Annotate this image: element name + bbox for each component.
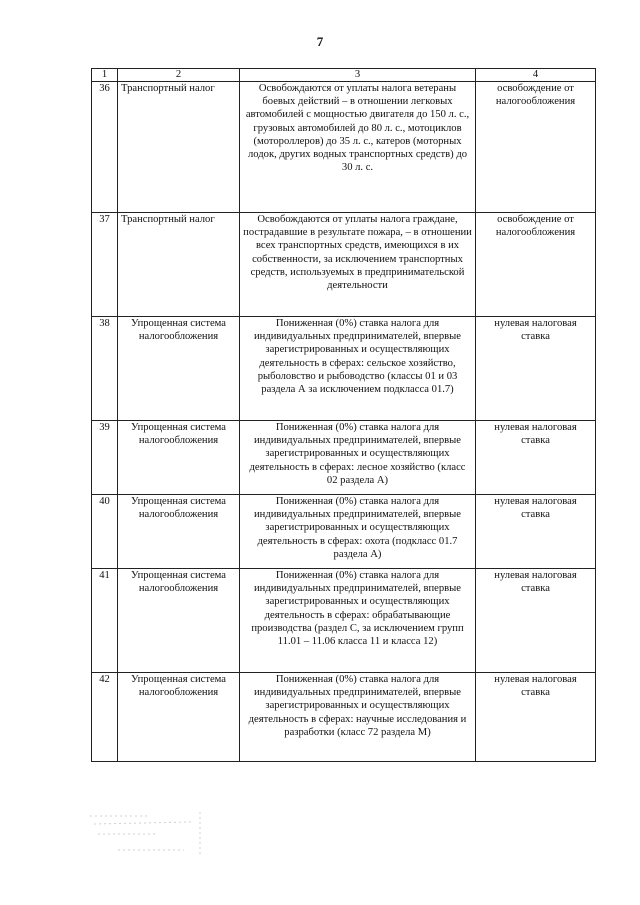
column-header: 3 [240, 69, 476, 82]
tax-name: Упрощенная система налогообложения [118, 495, 240, 569]
benefit-type: освобождение от налогообложения [476, 82, 596, 213]
column-header: 1 [92, 69, 118, 82]
table-row [92, 569, 596, 673]
faint-stamp-mark [88, 808, 206, 858]
row-number: 37 [92, 213, 118, 317]
row-number: 36 [92, 82, 118, 213]
row-number: 42 [92, 673, 118, 762]
tax-name: Транспортный налог [118, 213, 240, 317]
table-row [92, 495, 596, 569]
table-row [92, 673, 596, 762]
benefit-description: Освобождаются от уплаты налога граждане, пострадавшие в результате пожара, – в отношении всех транспортных средств, имеющихся в их собственности, за исключением транспортных средств, используемых в предпринимательской деятельности [240, 213, 476, 317]
row-number: 41 [92, 569, 118, 673]
column-header: 2 [118, 69, 240, 82]
benefit-description: Пониженная (0%) ставка налога для индивидуальных предпринимателей, впервые зарегистрированных и осуществляющих деятельность в сферах: охота (подкласс 01.7 раздела А) [240, 495, 476, 569]
benefit-type: нулевая налоговая ставка [476, 495, 596, 569]
benefit-description: Пониженная (0%) ставка налога для индивидуальных предпринимателей, впервые зарегистрированных и осуществляющих деятельность в сферах: научные исследования и разработки (класс 72 раздела М) [240, 673, 476, 762]
benefit-type: нулевая налоговая ставка [476, 569, 596, 673]
tax-name: Упрощенная система налогообложения [118, 673, 240, 762]
row-number: 40 [92, 495, 118, 569]
table-row [92, 82, 596, 213]
benefit-type: нулевая налоговая ставка [476, 673, 596, 762]
benefit-description: Пониженная (0%) ставка налога для индивидуальных предпринимателей, впервые зарегистрированных и осуществляющих деятельность в сферах: сельское хозяйство, рыболовство и рыбоводство (классы 01 и 03 раздела А за исключением подкласса 01.7) [240, 317, 476, 421]
benefit-description: Пониженная (0%) ставка налога для индивидуальных предпринимателей, впервые зарегистрированных и осуществляющих деятельность в сферах: лесное хозяйство (класс 02 раздела А) [240, 421, 476, 495]
table-row [92, 213, 596, 317]
table-header-row [92, 69, 596, 82]
row-number: 38 [92, 317, 118, 421]
page-number: 7 [316, 34, 324, 49]
table-row [92, 317, 596, 421]
benefit-type: освобождение от налогообложения [476, 213, 596, 317]
tax-name: Упрощенная система налогообложения [118, 317, 240, 421]
tax-name: Транспортный налог [118, 82, 240, 213]
tax-benefits-table [91, 68, 596, 762]
tax-name: Упрощенная система налогообложения [118, 421, 240, 495]
benefit-type: нулевая налоговая ставка [476, 317, 596, 421]
benefit-description: Пониженная (0%) ставка налога для индивидуальных предпринимателей, впервые зарегистрированных и осуществляющих деятельность в сферах: обрабатывающие производства (раздел С, за исключением групп 11.01 – 11.06 класса 11 и класса 12) [240, 569, 476, 673]
row-number: 39 [92, 421, 118, 495]
table-row [92, 421, 596, 495]
benefit-description: Освобождаются от уплаты налога ветераны боевых действий – в отношении легковых автомобилей с мощностью двигателя до 150 л. с., грузовых автомобилей до 80 л. с., мотоциклов (мотороллеров) до 35 л. с., катеров (моторных лодок, других водных транспортных средств) до 30 л. с. [240, 82, 476, 213]
column-header: 4 [476, 69, 596, 82]
benefit-type: нулевая налоговая ставка [476, 421, 596, 495]
tax-name: Упрощенная система налогообложения [118, 569, 240, 673]
